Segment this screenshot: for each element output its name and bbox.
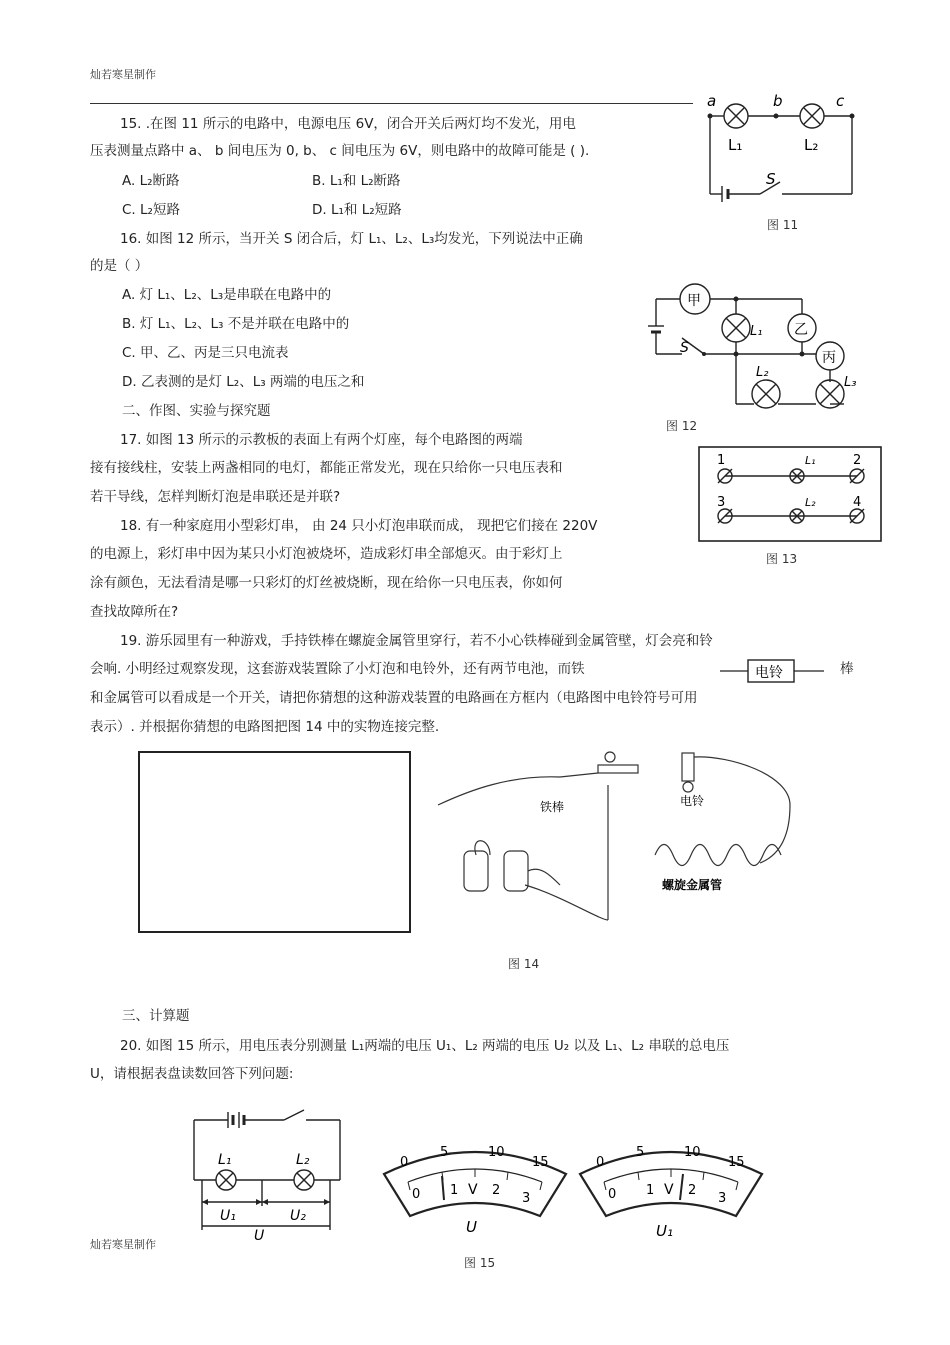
q15-option-d: D. L₁和 L₂短路 — [312, 202, 402, 218]
scale-bottom-2: 2 — [688, 1183, 697, 1198]
section-2-heading: 二、作图、实验与探究题 — [122, 403, 271, 419]
scale-bottom-0: 0 — [412, 1187, 421, 1202]
answer-drawing-box[interactable] — [138, 751, 411, 933]
scale-bottom-2: 2 — [492, 1183, 501, 1198]
meter-1-label: U — [466, 1218, 477, 1234]
label-l2: L₂ — [805, 496, 816, 509]
figure-12-circuit — [636, 282, 866, 414]
meter-jia: 甲 — [687, 293, 701, 309]
header-rule — [90, 103, 693, 104]
q16-option-d: D. 乙表测的是灯 L₂、L₃ 两端的电压之和 — [122, 374, 365, 390]
scale-top-15: 15 — [532, 1155, 549, 1170]
q16-option-b: B. 灯 L₁、L₂、L₃ 不是并联在电路中的 — [122, 316, 350, 332]
meter-2-label: U₁ — [656, 1222, 673, 1240]
q15-line1: 15. .在图 11 所示的电路中，电源电压 6V，闭合开关后两灯均不发光，用电 — [120, 116, 576, 132]
bell-symbol — [718, 657, 828, 685]
figure-13-caption: 图 13 — [766, 552, 798, 566]
q19-line3: 和金属管可以看成是一个开关，请把你猜想的这种游戏装置的电路画在方框内（电路图中电铃符号可用 — [90, 690, 698, 706]
scale-top-0: 0 — [596, 1155, 605, 1170]
scale-top-15: 15 — [728, 1155, 745, 1170]
figure-12-caption: 图 12 — [666, 419, 698, 433]
q19-line4: 表示）. 并根据你猜想的电路图把图 14 中的实物连接完整. — [90, 719, 440, 735]
q18-line1: 18. 有一种家庭用小型彩灯串， 由 24 只小灯泡串联而成， 现把它们接在 220V — [120, 518, 598, 534]
q16-line2: 的是（ ） — [90, 258, 149, 274]
q19-line2: 会响. 小明经过观察发现，这套游戏装置除了小灯泡和电铃外，还有两节电池，而铁 — [90, 661, 585, 677]
label-l2: L₂ — [296, 1152, 310, 1168]
q17-line2: 接有接线柱，安装上两盏相同的电灯，都能正常发光，现在只给你一只电压表和 — [90, 460, 563, 476]
page-header: 灿若寒星制作 — [90, 68, 156, 81]
q20-line1: 20. 如图 15 所示，用电压表分别测量 L₁两端的电压 U₁、L₂ 两端的电压 U₂ 以及 L₁、L₂ 串联的总电压 — [120, 1038, 730, 1054]
meter-unit-v: V — [664, 1182, 674, 1198]
q15-option-b: B. L₁和 L₂断路 — [312, 173, 401, 189]
figure-14-apparatus — [430, 745, 810, 930]
q15-option-c: C. L₂短路 — [122, 202, 180, 218]
terminal-2: 2 — [853, 453, 862, 468]
bell-symbol-label: 电铃 — [755, 665, 783, 681]
q20-line2: U，请根据表盘读数回答下列问题: — [90, 1066, 294, 1082]
scale-top-0: 0 — [400, 1155, 409, 1170]
figure-15-caption: 图 15 — [464, 1256, 496, 1270]
scale-bottom-1: 1 — [646, 1183, 655, 1198]
terminal-4: 4 — [853, 495, 862, 510]
section-3-heading: 三、计算题 — [122, 1008, 190, 1024]
label-s: S — [766, 170, 776, 188]
scale-top-10: 10 — [684, 1145, 701, 1160]
label-u1: U₁ — [220, 1208, 236, 1224]
q15-option-a: A. L₂断路 — [122, 173, 180, 189]
q19-line2-end: 棒 — [840, 661, 854, 677]
figure-14-caption: 图 14 — [508, 957, 540, 971]
label-a: a — [707, 92, 717, 110]
q16-option-c: C. 甲、乙、丙是三只电流表 — [122, 345, 289, 361]
scale-top-10: 10 — [488, 1145, 505, 1160]
label-l2: L₂ — [756, 365, 769, 380]
q18-line3: 涂有颜色，无法看清是哪一只彩灯的灯丝被烧断，现在给你一只电压表，你如何 — [90, 575, 563, 591]
terminal-1: 1 — [717, 453, 726, 468]
label-bell: 电铃 — [680, 794, 705, 808]
q17-line3: 若干导线，怎样判断灯泡是串联还是并联? — [90, 489, 341, 505]
figure-15-circuit — [190, 1102, 360, 1240]
voltmeter-u — [380, 1136, 570, 1234]
meter-yi: 乙 — [794, 322, 808, 338]
label-l1: L₁ — [728, 136, 743, 154]
scale-top-5: 5 — [636, 1145, 645, 1160]
meter-bing: 丙 — [822, 350, 836, 366]
scale-bottom-1: 1 — [450, 1183, 459, 1198]
label-b: b — [773, 92, 783, 110]
figure-11-caption: 图 11 — [767, 218, 799, 232]
label-l2: L₂ — [804, 136, 819, 154]
label-l1: L₁ — [805, 454, 816, 467]
label-l1: L₁ — [218, 1152, 232, 1168]
label-u: U — [254, 1228, 265, 1240]
scale-top-5: 5 — [440, 1145, 449, 1160]
voltmeter-u1 — [576, 1136, 766, 1240]
scale-bottom-0: 0 — [608, 1187, 617, 1202]
label-l3: L₃ — [844, 375, 857, 390]
q15-line2: 压表测量点路中 a、 b 间电压为 0, b、 c 间电压为 6V，则电路中的故障可能是 ( ). — [90, 143, 590, 159]
scale-bottom-3: 3 — [522, 1191, 531, 1206]
q16-line1: 16. 如图 12 所示，当开关 S 闭合后，灯 L₁、L₂、L₃均发光，下列说法中正确 — [120, 231, 583, 247]
q18-line2: 的电源上，彩灯串中因为某只小灯泡被烧坏，造成彩灯串全部熄灭。由于彩灯上 — [90, 546, 563, 562]
label-spiral-tube: 螺旋金属管 — [662, 878, 723, 892]
label-iron-rod: 铁棒 — [540, 800, 565, 814]
q18-line4: 查找故障所在? — [90, 604, 179, 620]
q17-line1: 17. 如图 13 所示的示教板的表面上有两个灯座，每个电路图的两端 — [120, 432, 523, 448]
meter-unit-v: V — [468, 1182, 478, 1198]
label-u2: U₂ — [290, 1208, 306, 1224]
label-l1: L₁ — [750, 324, 763, 339]
switch-s: S — [680, 340, 689, 356]
figure-13-board — [698, 446, 884, 544]
label-c: c — [836, 92, 845, 110]
terminal-3: 3 — [717, 495, 726, 510]
scale-bottom-3: 3 — [718, 1191, 727, 1206]
q16-option-a: A. 灯 L₁、L₂、L₃是串联在电路中的 — [122, 287, 332, 303]
q19-line1: 19. 游乐园里有一种游戏，手持铁棒在螺旋金属管里穿行，若不小心铁棒碰到金属管壁，灯会亮和铃 — [120, 633, 713, 649]
page-footer: 灿若寒星制作 — [90, 1238, 156, 1251]
